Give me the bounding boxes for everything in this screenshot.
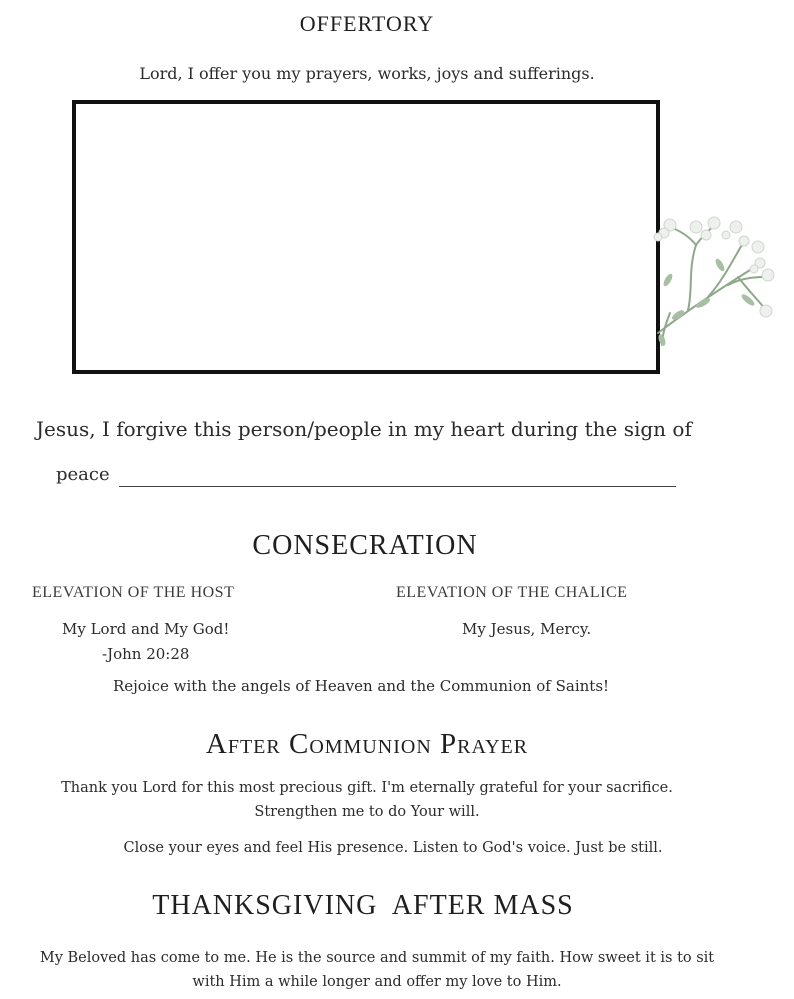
offertory-prayer: Lord, I offer you my prayers, works, joys and sufferings. — [139, 64, 595, 83]
offertory-title: offertory — [299, 2, 435, 38]
drawing-frame[interactable] — [72, 100, 660, 374]
flower-sprig-illustration — [648, 205, 778, 350]
peace-fill-in-line[interactable] — [119, 486, 676, 487]
after-communion-line2: Strengthen me to do Your will. — [254, 804, 480, 820]
thanksgiving-line1: My Beloved has come to me. He is the source and summit of my faith. How sweet it is to sit — [39, 950, 715, 966]
after-communion-line1: Thank you Lord for this most precious gift. I'm eternally grateful for your sacrifice. — [61, 780, 673, 796]
consecration-title: CONSECRATION — [252, 530, 478, 561]
host-heading: ELEVATION OF THE HOST — [32, 584, 235, 601]
chalice-text: My Jesus, Mercy. — [462, 620, 592, 638]
thanksgiving-title: THANKSGIVING AFTER MASS — [152, 890, 574, 921]
rejoice-text: Rejoice with the angels of Heaven and the Communion of Saints! — [112, 677, 610, 695]
chalice-heading: ELEVATION OF THE CHALICE — [396, 584, 628, 601]
after-communion-line3: Close your eyes and feel His presence. Listen to God's voice. Just be still. — [123, 840, 663, 856]
after-communion-title: After Communion Prayer — [205, 728, 529, 760]
thanksgiving-line2: with Him a while longer and offer my love to Him. — [192, 974, 562, 990]
host-text: My Lord and My God! — [62, 620, 230, 638]
forgiveness-peace-label: peace — [56, 464, 110, 485]
forgiveness-line: Jesus, I forgive this person/people in my heart during the sign of — [36, 417, 692, 441]
host-citation: -John 20:28 — [102, 645, 190, 663]
